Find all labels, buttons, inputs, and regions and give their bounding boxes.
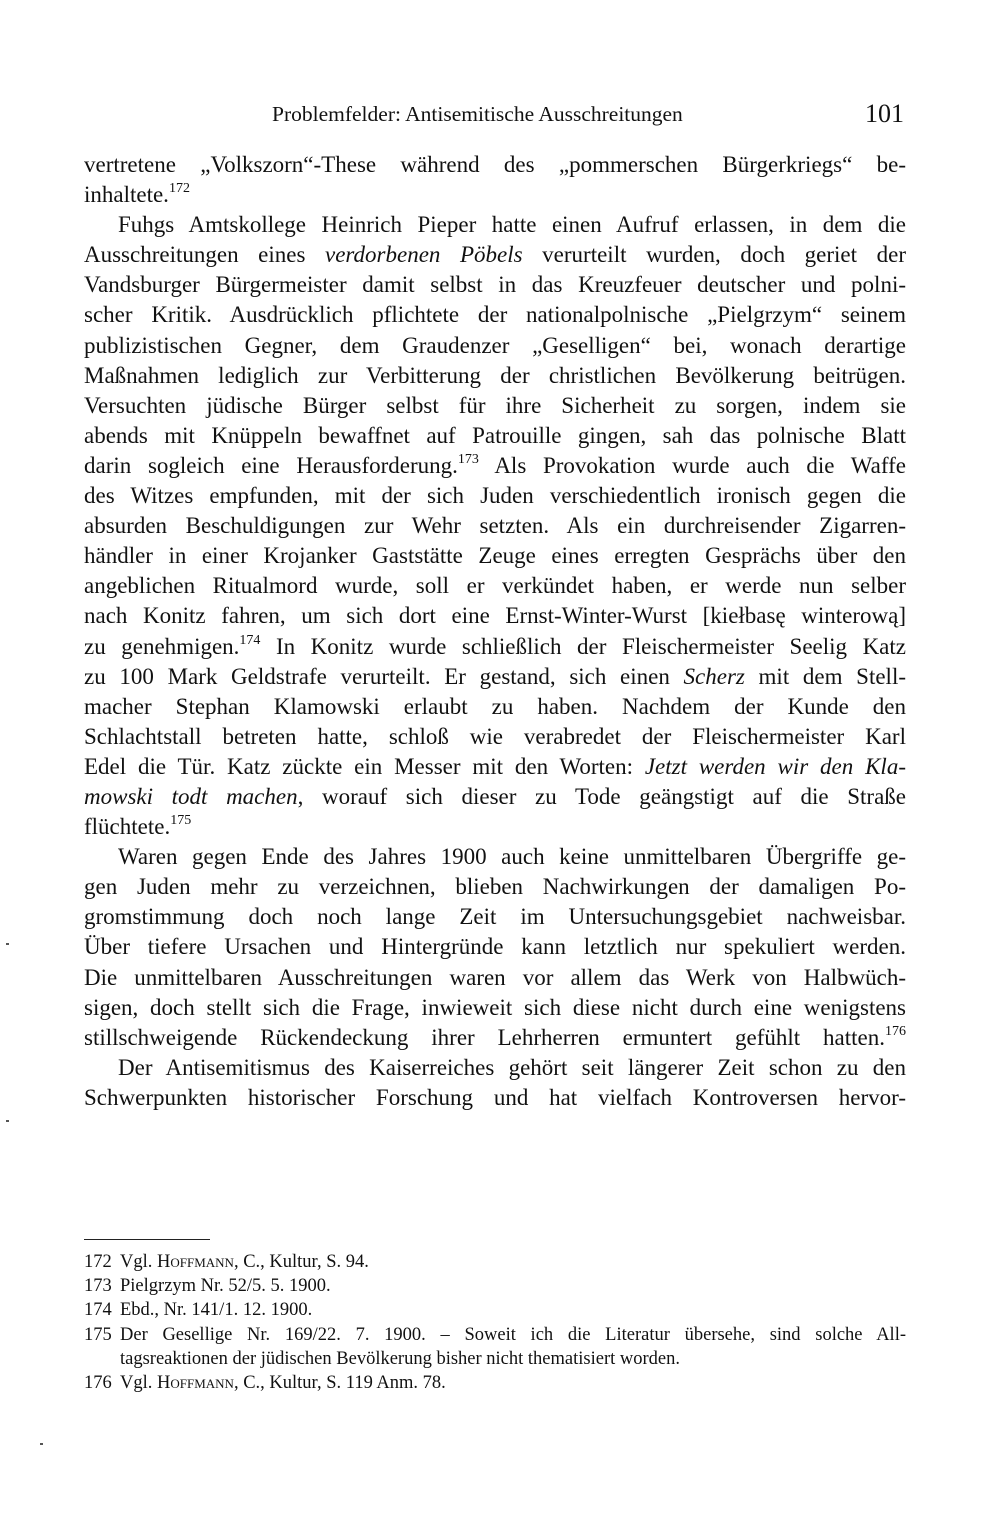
text-line: händler in einer Krojanker Gaststätte Zeuge eines erregten Gesprächs über den [84,543,906,569]
footnote-ref: 172 [168,181,190,197]
text-line: Edel die Tür. Katz zückte ein Messer mit den Worten: Jetzt werden wir den Kla- [84,753,906,779]
footnote-ref: 176 [885,1023,906,1039]
footnote: 172 Vgl. Hoffmann, C., Kultur, S. 94. [84,1252,369,1272]
footnote-rule [84,1239,210,1240]
text-line: scher Kritik. Ausdrücklich pflichtete der nationalpolnische „Pielgrzym“ seinem [84,302,906,328]
emphasis: Scherz [683,663,745,689]
emphasis: verdorbenen Pöbels [325,242,523,268]
text-line: Waren gegen Ende des Jahres 1900 auch keine unmittelbaren Übergriffe ge- [118,844,906,870]
text-line: flüchtete.$^{175}$ [84,813,192,840]
text-line: Maßnahmen lediglich zur Verbitterung der christlichen Bevölkerung beitrügen. [84,362,906,388]
text-line: darin sogleich eine Herausforderung.$^{173}$ Als Provokation wurde auch die Waffe [84,451,906,478]
text-line: zu 100 Mark Geldstrafe verurteilt. Er gestand, sich einen Scherz mit dem Stell- [84,663,906,689]
text-line: angeblichen Ritualmord wurde, soll er verkündet haben, er werde nun selber [84,573,906,599]
text-line: Ausschreitungen eines verdorbenen Pöbels verurteilt wurden, doch geriet der [84,242,906,268]
footnote: 175 Der Gesellige Nr. 169/22. 7. 1900. – Soweit ich die Literatur übersehe, sind solche All- [84,1324,906,1345]
running-header [80,96,908,136]
running-title: Problemfelder: Antisemitische Ausschreitungen [272,102,683,126]
emphasis: Jetzt werden wir den Kla- [644,753,906,779]
text-line: mowski todt machen, worauf sich dieser zu Tode geängstigt auf die Straße [84,783,906,809]
footnotes [84,1250,906,1395]
text-line: gen Juden mehr zu verzeichnen, blieben Nachwirkungen der damaligen Po- [84,874,906,900]
text-line: Vandsburger Bürgermeister damit selbst in das Kreuzfeuer deutscher und polni- [84,272,906,298]
text-line: zu genehmigen.$^{174}$ In Konitz wurde schließlich der Fleischermeister Seelig Katz [84,632,906,659]
text-line: des Witzes empfunden, mit der sich Juden verschiedentlich ironisch gegen die [84,483,906,509]
footnote-continuation: tagsreaktionen der jüdischen Bevölkerung bisher nicht thematisiert worden. [120,1348,680,1369]
text-line: vertretene „Volkszorn“-These während des „pommerschen Bürgerkriegs“ be- [84,152,906,177]
scan-speck [6,1120,9,1122]
page-number: 101 [865,99,904,128]
text-line: Der Antisemitismus des Kaiserreiches gehört seit längerer Zeit schon zu den [118,1054,906,1080]
text-line: Über tiefere Ursachen und Hintergründe kann letztlich nur spekuliert werden. [84,934,906,960]
text-line: Schlachtstall betreten hatte, schloß wie verabredet der Fleischermeister Karl [84,723,906,749]
footnote: 176 Vgl. Hoffmann, C., Kultur, S. 119 Anm. 78. [84,1372,446,1393]
text-line: abends mit Knüppeln bewaffnet auf Patrouille gingen, sah das polnische Blatt [84,422,906,448]
text-line: absurden Beschuldigungen zur Wehr setzten. Als ein durchreisender Zigarren- [84,513,906,539]
text-line: gromstimmung doch noch lange Zeit im Untersuchungsgebiet nachweisbar. [84,904,906,930]
text-line: Fuhgs Amtskollege Heinrich Pieper hatte einen Aufruf erlassen, in dem die [118,212,906,238]
text-line: sigen, doch stellt sich die Frage, inwieweit sich diese nicht durch eine wenigstens [84,994,906,1020]
footnote: 174 Ebd., Nr. 141/1. 12. 1900. [84,1300,313,1321]
footnote-ref: 173 [457,451,479,467]
footnote: 173 Pielgrzym Nr. 52/5. 5. 1900. [84,1276,331,1297]
text-line: macher Stephan Klamowski erlaubt zu haben. Nachdem der Kunde den [84,693,906,719]
emphasis: mowski todt machen [84,783,298,809]
footnote-ref: 175 [170,813,192,829]
text-line: Die unmittelbaren Ausschreitungen waren vor allem das Werk von Halbwüch- [84,964,906,990]
text-line: publizistischen Gegner, dem Graudenzer „Geselligen“ bei, wonach derartige [84,332,906,358]
text-line: inhaltete.$^{172}$ [84,181,190,208]
scan-speck [6,943,9,945]
footnote-ref: 174 [239,632,261,648]
text-line: nach Konitz fahren, um sich dort eine Ernst-Winter-Wurst [kiełbasę winterową] [84,603,906,629]
body-text [84,150,906,1113]
text-line: Versuchten jüdische Bürger selbst für ihre Sicherheit zu sorgen, indem sie [84,392,906,418]
text-line: Schwerpunkten historischer Forschung und hat vielfach Kontroversen hervor- [84,1084,906,1110]
scan-speck [40,1443,43,1445]
text-line: stillschweigende Rückendeckung ihrer Lehrherren ermuntert gefühlt hatten.$^{176}$ [84,1023,906,1050]
